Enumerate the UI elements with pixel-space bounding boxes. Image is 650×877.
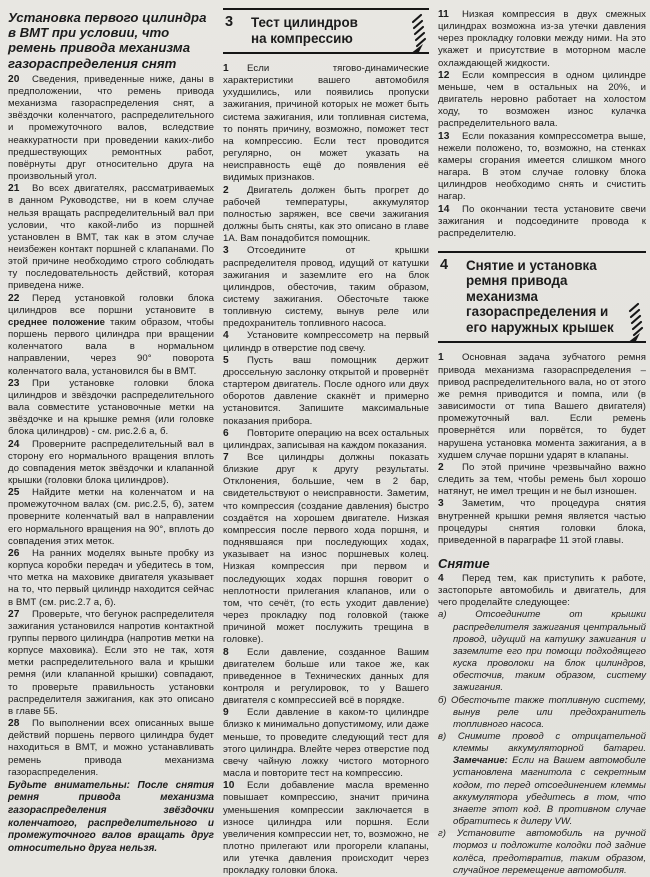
- section4-paragraph-3: [438, 498, 646, 547]
- list-item-a: [438, 609, 646, 694]
- paragraph-text: Если показания компрессометра выше, нежели положено, то, возможно, на стенках камеры сгорания имеется слишком много нагара. В этом случае головку блока цилиндров необходимо снять и счистить нагар.: [438, 130, 646, 203]
- paragraph-text: Если компрессия в одном цилиндре меньше, чем в остальных на 20%, и двигатель неровно работает на холостом ходу, то возможен износ кулачка распределительного вала.: [438, 69, 646, 130]
- list-item-letter: в): [438, 731, 447, 742]
- list-item-letter: г): [438, 828, 446, 840]
- paragraph-number: 22: [8, 292, 20, 304]
- list-item-text: Отсоедините от крышки распределителя зажигания центральный провод, идущий на катушку зажигания и заземлите его при помощи подходящего куска проволоки на блок цилиндров, обесточив, таким образом, систему зажигания.: [453, 609, 646, 694]
- paragraph-text: Все цилиндры должны показать близкие друг к другу результаты. Отклонения, большие, чем в 2 бар, свидетельствуют о неисправности. Заметим, что компрессия (создание давления) быстро создаётся на хорошем двигателе. Низкая компрессия после первого хода поршня, и поднявшаяся при последующих ходах, указывает на износ поршневых колец. Низкая компрессия при первом и последующих ходах поршня говорит о неплотности прилегания клапанов, или о том, что сечёт, (то есть уходит давление) через прокладку под головкой (также причиной может послужить трещина в головке).: [223, 452, 429, 646]
- list-item-v: [438, 731, 646, 828]
- paragraph-text: Пусть ваш помощник держит дроссельную заслонку открытой и провернёт стартером двигатель. После одного или двух оборотов давление скакнёт и примерно установится. Запишите максимальные показания прибора.: [223, 354, 429, 427]
- list-item-text: Снимите провод с отрицательной клеммы аккумуляторной батареи.: [453, 731, 646, 755]
- heading-rule-bottom: [438, 341, 646, 343]
- paragraph-text: Если добавление масла временно повышает компрессию, значит причина уменьшения компрессии заключается в износе цилиндра или поршня. Если увеличения компрессии нет, то, возможно, не плотно прилегают или прогорели клапаны, или утечка давления происходит через прокладку головки блока.: [223, 780, 429, 877]
- paragraph-number: 14: [438, 203, 450, 215]
- column-left: [8, 8, 214, 854]
- paragraph-number: 2: [223, 184, 229, 196]
- removal-subheading: Снятие: [438, 555, 490, 571]
- section-title: [251, 15, 358, 46]
- paragraph-number: 7: [223, 452, 229, 463]
- paragraph-number: 1: [438, 352, 444, 364]
- paragraph-3: [223, 245, 429, 330]
- section-number: 3: [225, 14, 234, 30]
- paragraph-22: [8, 293, 214, 378]
- paragraph-text: Отсоедините от крышки распределителя провод, идущий от катушки зажигания и заземлите его на блок цилиндров, обесточив, таким образом, систему зажигания. Обесточьте также топливную систему, вынув реле или предохранитель топливного насоса.: [223, 245, 429, 330]
- list-item-text: Обесточьте также топливную систему, вынув реле или предохранитель топливного насоса.: [451, 694, 646, 730]
- paragraph-number: 1: [223, 63, 229, 74]
- paragraph-text: Установите компрессометр на первый цилиндр в отверстие под свечу.: [223, 330, 429, 354]
- paragraph-2: [223, 185, 429, 246]
- paragraph-text: Перед установкой головки блока цилиндров все поршни установите в: [8, 292, 214, 316]
- paragraph-text: На ранних моделях выньте пробку из корпуса коробки передач и убедитесь в том, что метка на маховике двигателя указывает на то, что первый цилиндр находится сейчас в ВМТ (см. рис.2.7 а, б).: [8, 547, 214, 608]
- paragraph-text: По выполнении всех описанных выше действий поршень первого цилиндра будет находиться в ВМТ, и можно устанавливать ремень привода механизма газораспределения.: [8, 718, 214, 778]
- list-item-b: [438, 695, 646, 731]
- scribble-icon: [408, 12, 426, 56]
- paragraph-1: [223, 63, 429, 185]
- section-3-heading: [223, 8, 429, 54]
- paragraph-text: При установке головки блока цилиндров и звёздочки распределительного вала совместите установочные метки на звёздочке и на крышке ремня (или головке блока цилиндров) - см. рис.2.6 а, б.: [8, 377, 214, 438]
- paragraph-number: 28: [8, 718, 20, 730]
- left-column-heading: Установка первого цилиндра в ВМТ при условии, что ремень привода механизма газораспределения снят: [8, 10, 207, 71]
- paragraph-number: 21: [8, 183, 20, 195]
- list-item-letter: а): [438, 609, 447, 621]
- paragraph-text: Основная задача зубчатого ремня привода механизма газораспределения – привод распределительного вала, но от этого же ремня приводится и помпа, или (в зависимости от типа Вашего двигателя) промежуточный вал. Если ремень провернётся или порвётся, то будет нарушена установка момента зажигания, а в худшем случае поршни ударят в клапаны.: [438, 352, 646, 461]
- column-middle: [223, 8, 429, 877]
- paragraph-number: 26: [8, 547, 20, 559]
- paragraph-text: Проверьте, что бегунок распределителя зажигания установился напротив контактной группы первого цилиндра (напротив метки на корпусе маховика). Если это не так, хотя метки распределительного вала и крышки ремня (или клапанной крышки) совпадают, то проверьте правильность установки распределителя зажигания, как это описано в главе 5Б.: [8, 608, 214, 717]
- paragraph-number: 2: [438, 461, 444, 473]
- paragraph-number: 3: [223, 245, 229, 257]
- paragraph-bold-text: среднее положение: [8, 316, 106, 328]
- section4-paragraph-1: [438, 352, 646, 461]
- section4-paragraph-2: [438, 462, 646, 498]
- paragraph-10: [223, 780, 429, 877]
- paragraph-12: [438, 70, 646, 131]
- paragraph-text: Если давление в каком-то цилиндре близко к минимально допустимому, или даже меньше, то проведите следующий тест для этого цилиндра. Влейте через отверстие под свечу чайную ложку чистого моторного масла и повторите тест на компрессию.: [223, 707, 429, 780]
- paragraph-number: 4: [223, 330, 229, 342]
- section-title-line1: Тест цилиндров: [251, 15, 358, 30]
- paragraph-24: [8, 439, 214, 488]
- paragraph-number: 13: [438, 130, 450, 142]
- paragraph-number: 11: [438, 9, 449, 20]
- paragraph-4: [223, 330, 429, 354]
- paragraph-28: [8, 718, 214, 779]
- paragraph-9: [223, 707, 429, 780]
- paragraph-text: Заметим, что процедура снятия внутренней крышки ремня является частью процедуры снятия головки блока, приведенной в параграфе 11 этой главы.: [438, 498, 646, 546]
- paragraph-text: По окончании теста установите свечи зажигания и подсоедините провода к распределителю.: [438, 203, 646, 239]
- paragraph-number: 27: [8, 608, 20, 620]
- paragraph-text: Повторите операцию на всех остальных цилиндрах, записывая на каждом показания.: [223, 427, 429, 451]
- paragraph-number: 10: [223, 780, 235, 792]
- paragraph-8: [223, 647, 429, 708]
- paragraph-text: таким образом, чтобы поршень первого цилиндра при вращении коленчатого вала в нормальном направлении, через 90° поворота коленчатого вала, установился бы в ВМТ.: [8, 316, 214, 377]
- paragraph-number: 3: [438, 498, 444, 510]
- paragraph-number: 24: [8, 438, 20, 450]
- paragraph-number: 4: [438, 572, 444, 584]
- paragraph-number: 6: [223, 427, 229, 439]
- paragraph-text: Проверните распределительный вал в сторону его нормального вращения вплоть до совпадения меток звёздочки и клапанной крышки (головки блока цилиндров).: [8, 438, 214, 486]
- paragraph-25: [8, 487, 214, 548]
- paragraph-text: Двигатель должен быть прогрет до рабочей температуры, аккумулятор полностью заряжен, все свечи зажигания должны быть сняты, как это описано в главе 1А. Вам понадобится помощник.: [223, 184, 429, 245]
- paragraph-6: [223, 428, 429, 452]
- paragraph-number: 9: [223, 707, 229, 719]
- section-title-line2: на компрессию: [251, 30, 353, 46]
- paragraph-26: [8, 548, 214, 609]
- section-title: Снятие и установка ремня привода механизма газораспределения и его наружных крышек: [466, 257, 614, 335]
- paragraph-11: [438, 9, 646, 70]
- paragraph-text: Сведения, приведенные ниже, даны в предположении, что ремень привода механизма газораспределения снят, а звёздочки коленчатого, распределительного и промежуточного валов, вследствие неаккуратности при проведении каких-либо предшествующих ремонтных работ, повёрнуты друг относительно друга на произвольный угол.: [8, 73, 214, 183]
- paragraph-number: 23: [8, 377, 20, 389]
- section4-paragraph-4: [438, 573, 646, 609]
- list-item-text: Установите автомобиль на ручной тормоз и подложите колодки под задние колёса, предотвратив, таким образом, случайное перемещение автомобиля.: [453, 828, 646, 876]
- paragraph-27: [8, 609, 214, 718]
- heading-rule-bottom: [223, 52, 429, 54]
- paragraph-number: 20: [8, 73, 20, 85]
- column-right: [438, 8, 646, 876]
- section-number: 4: [440, 256, 449, 273]
- scribble-icon: [625, 301, 643, 345]
- paragraph-20: [8, 74, 214, 183]
- paragraph-23: [8, 378, 214, 439]
- paragraph-text: Перед тем, как приступить к работе, застопорьте автомобиль и двигатель, для чего проделайте следующее:: [438, 572, 646, 609]
- list-item-letter: б): [438, 694, 447, 706]
- paragraph-number: 12: [438, 69, 450, 81]
- paragraph-text: По этой причине чрезвычайно важно следить за тем, чтобы ремень был хорошо натянут, не имел трещин и не был изношен.: [438, 461, 646, 498]
- paragraph-number: 25: [8, 487, 20, 499]
- paragraph-13: [438, 131, 646, 204]
- paragraph-number: 5: [223, 354, 229, 366]
- paragraph-text: Низкая компрессия в двух смежных цилиндрах возможна из-за утечки давления через прокладку головки между ними. На это укажет и присутствие в моторном масле охлаждающей жидкости.: [438, 9, 646, 69]
- paragraph-14: [438, 204, 646, 240]
- paragraph-text: Во всех двигателях, рассматриваемых в данном Руководстве, ни в коем случае нельзя вращать распределительный вал при условии, что какой-либо из поршней установлен в ВМТ, так как в этом случае неизбежен контакт поршней с клапанами. По этой причине необходимо строго соблюдать ту последовательность действий, которая приведена ниже.: [8, 183, 214, 292]
- paragraph-5: [223, 355, 429, 428]
- section-4-heading: [438, 251, 646, 344]
- paragraph-text: Если давление, созданное Вашим двигателем больше или такое же, как приведенное в Технических данных для контроля и регулировок, то у Вашего двигателя с компрессией всё в порядке.: [223, 646, 429, 707]
- list-item-bold-text: Замечание:: [453, 755, 508, 767]
- caution-note: Будьте внимательны: После снятия ремня привода механизма газораспределения звёздочки коленчатого, распределительного и промежуточного валов вращать друг относительно друга нельзя.: [8, 779, 214, 854]
- list-item-text: Если на Вашем автомобиле установлена магнитола с секретным кодом, то перед отсоединением клеммы аккумулятора убедитесь в том, что знаете этот код. В противном случае обратитесь к дилеру VW.: [453, 755, 646, 828]
- paragraph-21: [8, 183, 214, 292]
- paragraph-text: Найдите метки на коленчатом и на промежуточном валах (см. рис.2.5, б), затем проверните коленчатый вал в направлении его нормального вращения на 90°, вплоть до совпадения этих меток.: [8, 487, 214, 547]
- paragraph-text: Если тягово-динамические характеристики вашего автомобиля ухудшились, или появились пропуски зажигания, причиной которых не может быть система зажигания, или топливная система, то понять причину, возможно, поможет тест на компрессию. Если тест проводится регулярно, он может указать на неисправность ещё до появления её видимых признаков.: [223, 63, 429, 184]
- list-item-g: [438, 828, 646, 877]
- paragraph-number: 8: [223, 646, 229, 658]
- paragraph-7: [223, 452, 429, 647]
